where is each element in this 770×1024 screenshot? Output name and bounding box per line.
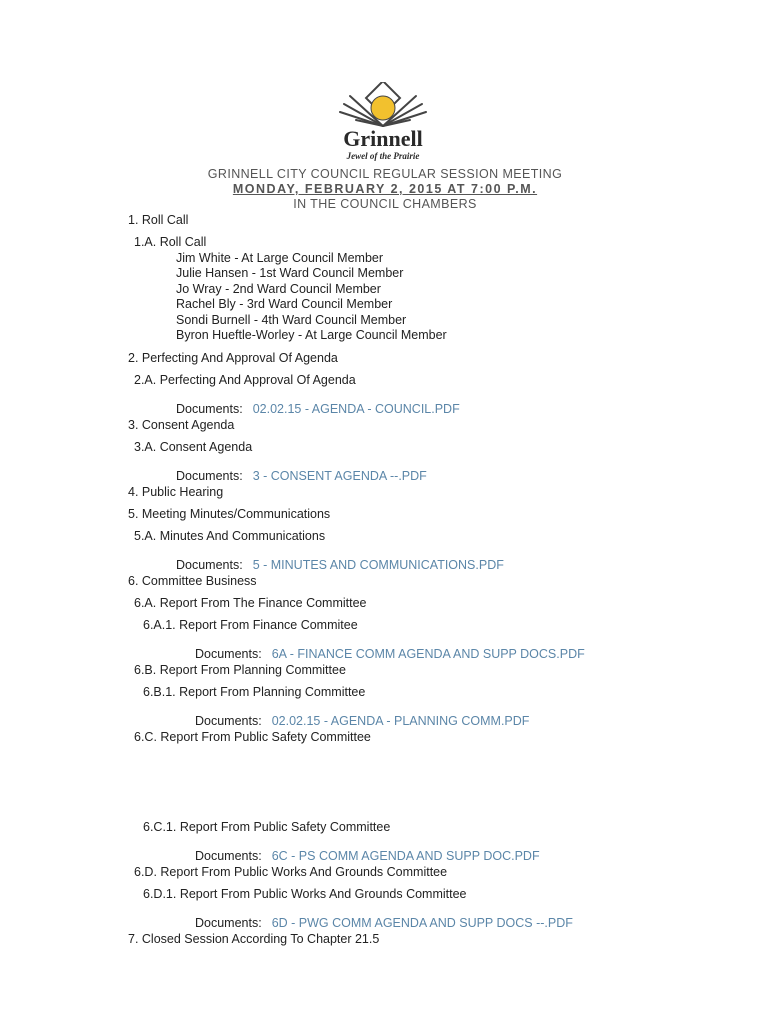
agenda-item-5a: 5.A. Minutes And Communications	[134, 529, 326, 543]
document-link-minutes[interactable]: 5 - MINUTES AND COMMUNICATIONS.PDF	[252, 558, 504, 572]
documents-row	[195, 714, 529, 729]
agenda-item-4: 4. Public Hearing	[128, 485, 224, 499]
documents-label: Documents:	[195, 714, 262, 728]
agenda-item-6d: 6.D. Report From Public Works And Grounds Committee	[134, 865, 448, 879]
documents-row	[195, 647, 585, 662]
document-link-consent-agenda[interactable]: 3 - CONSENT AGENDA --.PDF	[252, 469, 427, 483]
agenda-item-6a: 6.A. Report From The Finance Committee	[134, 596, 367, 610]
agenda-item-5: 5. Meeting Minutes/Communications	[128, 507, 331, 521]
documents-label: Documents:	[176, 558, 243, 572]
documents-label: Documents:	[195, 647, 262, 661]
council-member: Rachel Bly - 3rd Ward Council Member	[176, 297, 393, 311]
meeting-location: IN THE COUNCIL CHAMBERS	[293, 197, 477, 211]
documents-label: Documents:	[176, 402, 243, 416]
document-link-public-safety[interactable]: 6C - PS COMM AGENDA AND SUPP DOC.PDF	[271, 849, 540, 863]
agenda-item-6b: 6.B. Report From Planning Committee	[134, 663, 346, 677]
council-member: Julie Hansen - 1st Ward Council Member	[176, 266, 404, 280]
agenda-item-6a1: 6.A.1. Report From Finance Commitee	[143, 618, 358, 632]
council-member: Jim White - At Large Council Member	[176, 251, 384, 265]
documents-row	[176, 558, 504, 573]
documents-row	[176, 469, 427, 484]
logo-sun-icon	[371, 96, 395, 120]
documents-row	[195, 916, 573, 931]
meeting-title: GRINNELL CITY COUNCIL REGULAR SESSION MEETING	[207, 167, 563, 181]
agenda-item-6d1: 6.D.1. Report From Public Works And Grounds Committee	[143, 887, 467, 901]
agenda-item-6b1: 6.B.1. Report From Planning Committee	[143, 685, 366, 699]
logo-subtitle: Jewel of the Prairie	[346, 151, 420, 161]
documents-label: Documents:	[195, 849, 262, 863]
document-link-planning[interactable]: 02.02.15 - AGENDA - PLANNING COMM.PDF	[271, 714, 530, 728]
agenda-item-2: 2. Perfecting And Approval Of Agenda	[128, 351, 338, 365]
documents-label: Documents:	[195, 916, 262, 930]
documents-label: Documents:	[176, 469, 243, 483]
council-member: Sondi Burnell - 4th Ward Council Member	[176, 313, 407, 327]
agenda-item-6c1: 6.C.1. Report From Public Safety Committee	[143, 820, 391, 834]
agenda-item-7: 7. Closed Session According To Chapter 21.5	[128, 932, 380, 946]
document-link-public-works[interactable]: 6D - PWG COMM AGENDA AND SUPP DOCS --.PDF	[271, 916, 573, 930]
council-member: Jo Wray - 2nd Ward Council Member	[176, 282, 381, 296]
council-member: Byron Hueftle-Worley - At Large Council Member	[176, 328, 447, 342]
grinnell-logo	[334, 82, 432, 164]
agenda-item-3a: 3.A. Consent Agenda	[134, 440, 253, 454]
agenda-item-6c: 6.C. Report From Public Safety Committee	[134, 730, 371, 744]
agenda-item-6: 6. Committee Business	[128, 574, 257, 588]
documents-row	[176, 402, 460, 417]
agenda-item-3: 3. Consent Agenda	[128, 418, 235, 432]
agenda-item-2a: 2.A. Perfecting And Approval Of Agenda	[134, 373, 356, 387]
logo-title: Grinnell	[343, 126, 423, 151]
document-link-agenda-council[interactable]: 02.02.15 - AGENDA - COUNCIL.PDF	[252, 402, 460, 416]
agenda-item-1a: 1.A. Roll Call	[134, 235, 207, 249]
documents-row	[195, 849, 540, 864]
agenda-item-1: 1. Roll Call	[128, 213, 189, 227]
meeting-date: MONDAY, FEBRUARY 2, 2015 AT 7:00 P.M.	[232, 182, 538, 196]
document-link-finance[interactable]: 6A - FINANCE COMM AGENDA AND SUPP DOCS.PDF	[271, 647, 585, 661]
